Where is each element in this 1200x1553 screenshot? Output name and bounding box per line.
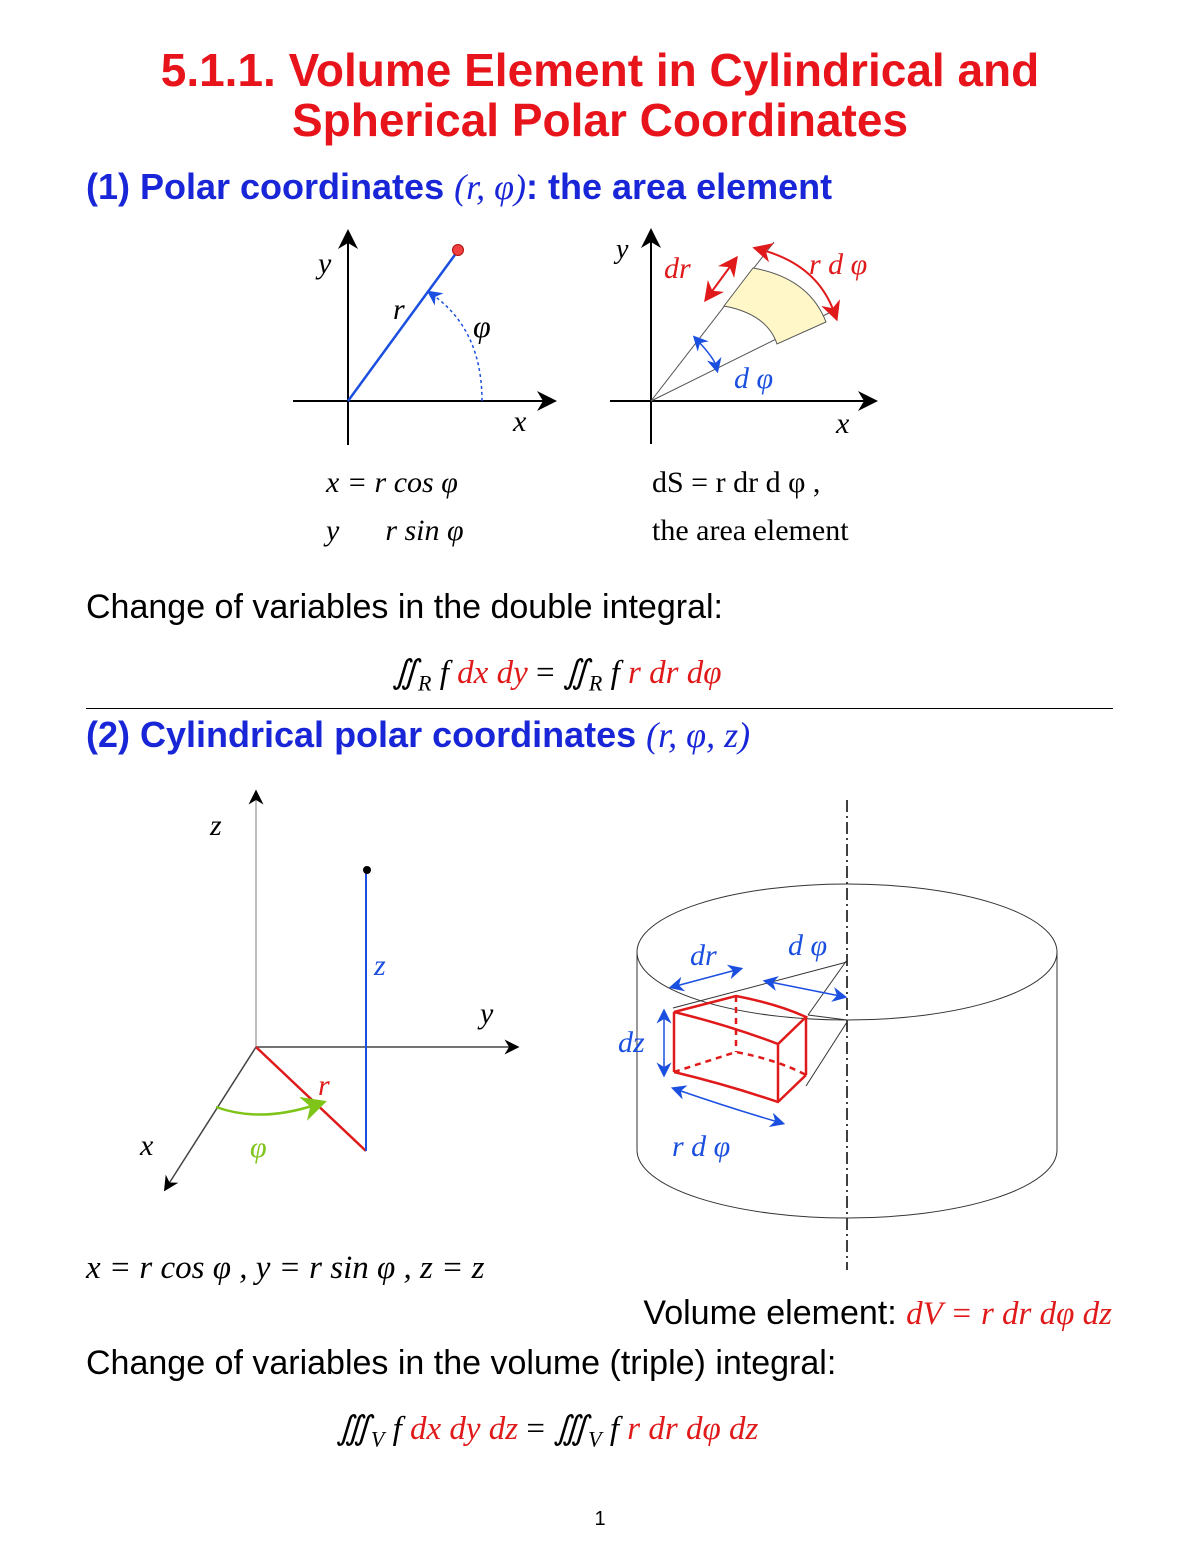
dz-label: dz	[618, 1026, 645, 1059]
r-label: r	[393, 293, 405, 326]
phi-arc	[216, 1105, 315, 1115]
point-marker	[453, 245, 464, 256]
dphi-arrow	[698, 341, 716, 366]
box-top	[674, 996, 806, 1044]
integrand-lhs: f	[384, 1411, 411, 1447]
integrand-rhs: f	[602, 655, 629, 691]
equals-sign: =	[518, 1411, 554, 1447]
phi-label: φ	[473, 308, 491, 344]
polar-point-figure	[285, 225, 575, 450]
polar-eq-y-rhs: r sin φ	[385, 514, 464, 547]
box-bottom-front	[674, 1072, 806, 1102]
cylindrical-coords-eq: x = r cos φ , y = r sin φ , z = z	[86, 1250, 485, 1286]
dr-arrow	[710, 264, 732, 294]
integrand-lhs: f	[431, 655, 458, 691]
differential-rhs: r dr dφ dz	[627, 1411, 759, 1447]
x-axis-label: x	[836, 407, 850, 440]
sector-line-3	[806, 1022, 847, 1086]
volume-element-line	[643, 1294, 1112, 1333]
volume-element-box	[674, 996, 806, 1102]
z-axis-label: z	[210, 809, 222, 842]
x-axis-label: x	[513, 405, 527, 438]
polar-eq-y	[326, 514, 464, 548]
equals-sign: =	[527, 655, 563, 691]
r-label: r	[318, 1069, 330, 1102]
page-title-line-2: Spherical Polar Coordinates	[291, 94, 909, 146]
integral-sign-lhs: ∭	[336, 1411, 371, 1447]
cylindrical-coords-figure	[130, 785, 530, 1195]
box-bottom-hidden	[674, 1052, 806, 1075]
section-2-heading	[86, 714, 750, 756]
radius-line	[348, 252, 457, 401]
rdphi-arrow	[678, 1090, 778, 1122]
point-marker	[363, 866, 371, 874]
dphi-label: d φ	[788, 929, 828, 962]
integral-sub-rhs: R	[588, 670, 603, 696]
x-axis-label: x	[140, 1129, 154, 1162]
integral-sub-rhs: V	[588, 1426, 602, 1452]
section-1-heading	[86, 166, 832, 208]
polar-eq-x-text: x = r cos φ	[326, 466, 458, 499]
rdphi-label: r d φ	[809, 248, 868, 281]
dr-arrow	[676, 970, 736, 986]
integral-sub-lhs: R	[418, 670, 432, 696]
x-axis	[168, 1047, 256, 1185]
rdphi-label: r d φ	[672, 1130, 731, 1163]
y-axis-label: y	[616, 234, 629, 265]
dr-label: dr	[690, 939, 717, 972]
r-projection-line	[256, 1047, 366, 1151]
integral-sub-lhs: V	[370, 1426, 385, 1452]
section-divider	[86, 708, 1113, 709]
y-axis-label: y	[480, 997, 494, 1030]
integral-sign-lhs: ∬	[392, 655, 419, 691]
section-2-heading-prefix: (2) Cylindrical polar coordinates	[86, 714, 647, 755]
page-title-line-1: 5.1.1. Volume Element in Cylindrical and	[160, 44, 1040, 96]
polar-eq-y-lhs: y	[326, 514, 340, 547]
y-axis-label: y	[318, 247, 332, 280]
volume-element-prefix: Volume element:	[643, 1294, 907, 1332]
area-element-figure	[606, 228, 896, 453]
integral-sign-rhs: ∬	[562, 655, 589, 691]
polar-eq-x	[326, 466, 458, 500]
phi-label: φ	[250, 1131, 267, 1164]
cylinder-volume-element-figure	[618, 790, 1068, 1275]
section-1-heading-vars: (r, φ)	[454, 167, 527, 207]
triple-integral-equation	[336, 1408, 758, 1453]
double-integral-equation	[392, 652, 721, 697]
triple-integral-intro: Change of variables in the volume (triple) integral:	[86, 1344, 837, 1382]
differential-lhs: dx dy	[457, 655, 528, 691]
dr-label: dr	[664, 252, 691, 285]
integrand-rhs: f	[601, 1411, 628, 1447]
double-integral-intro: Change of variables in the double integral:	[86, 588, 723, 626]
page-number: 1	[594, 1508, 606, 1530]
section-1-heading-suffix: : the area element	[526, 166, 833, 207]
area-element-eq: dS = r dr d φ ,	[652, 466, 821, 499]
volume-element-formula: dV = r dr dφ dz	[906, 1296, 1112, 1332]
differential-lhs: dx dy dz	[410, 1411, 519, 1447]
integral-sign-rhs: ∭	[553, 1411, 589, 1447]
section-1-heading-prefix: (1) Polar coordinates	[86, 166, 455, 207]
section-2-heading-vars: (r, φ, z)	[646, 715, 751, 755]
dphi-label: d φ	[734, 362, 774, 395]
area-element-caption: the area element	[652, 514, 849, 547]
z-label: z	[374, 949, 386, 982]
sector-line-4	[808, 960, 847, 1015]
differential-rhs: r dr dφ	[628, 655, 722, 691]
